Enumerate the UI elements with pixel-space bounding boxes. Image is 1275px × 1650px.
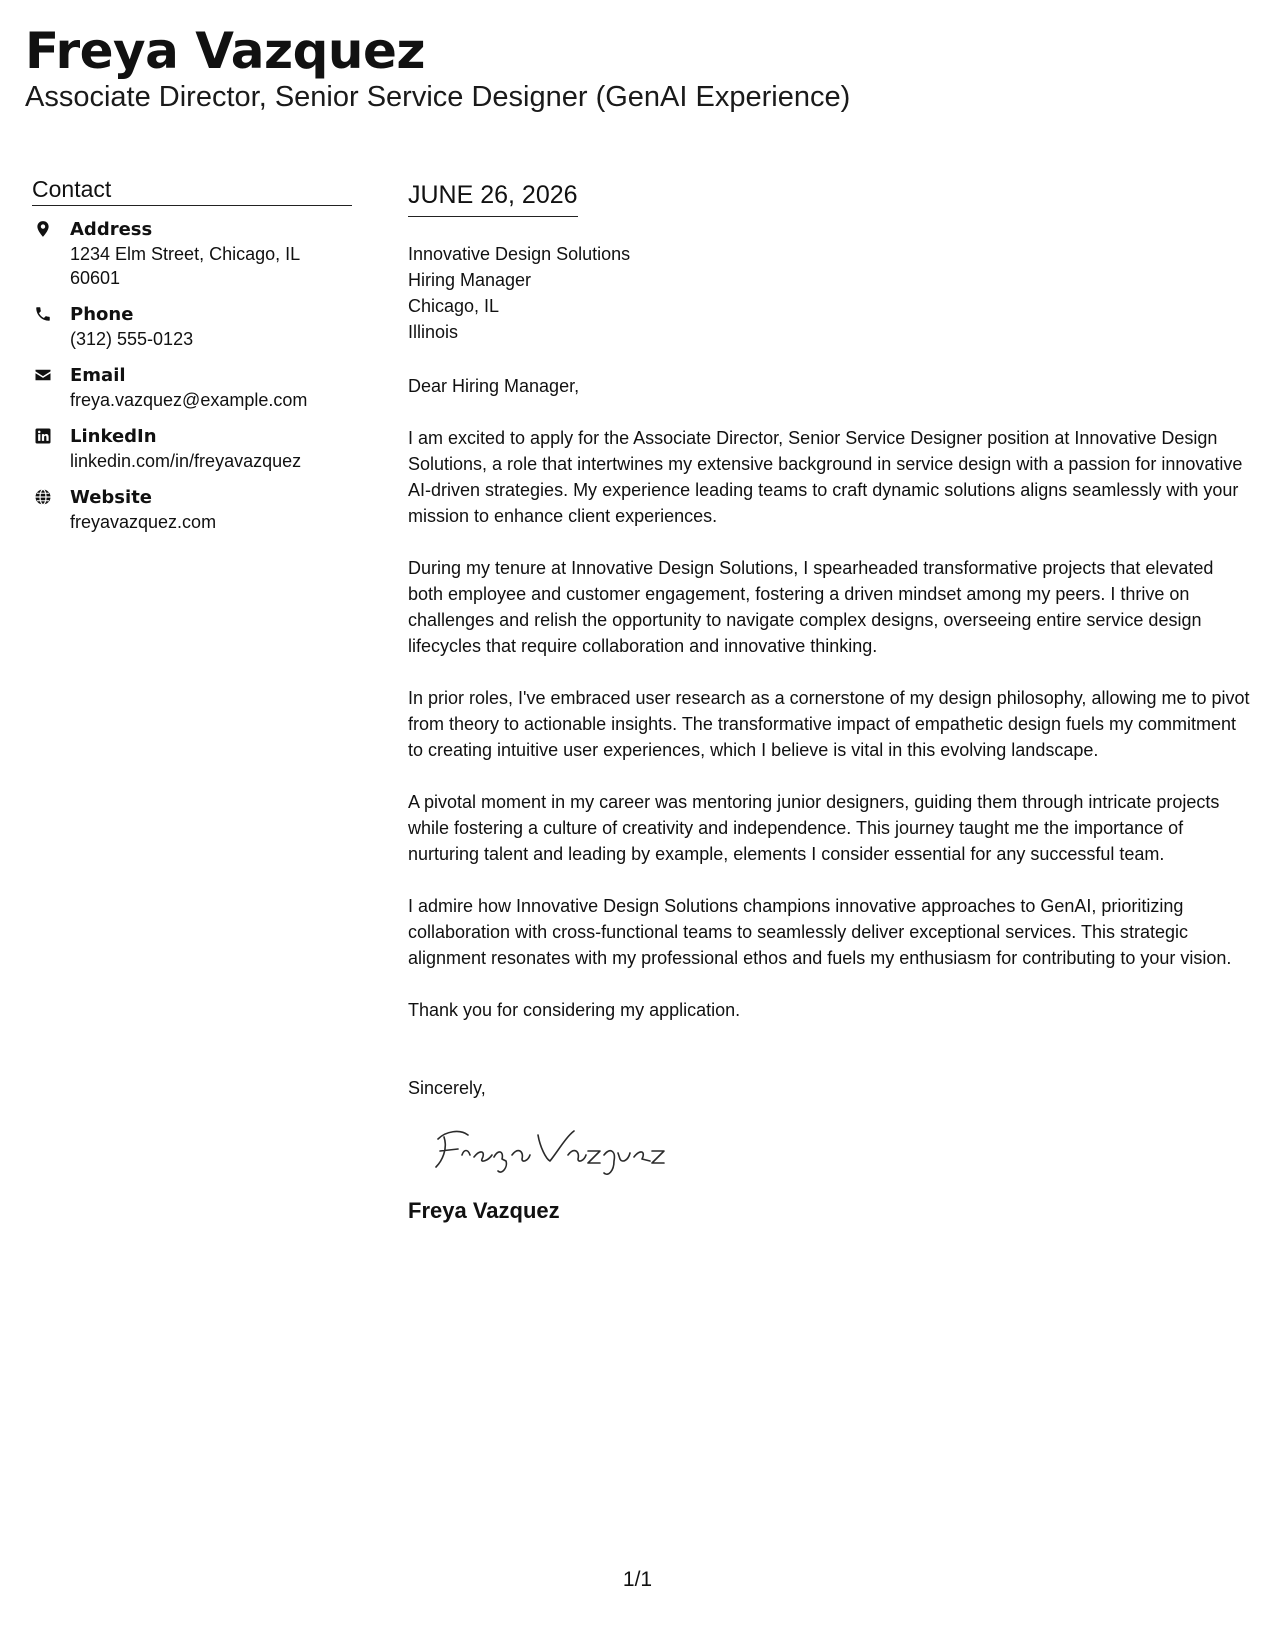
contact-label: LinkedIn bbox=[70, 426, 157, 447]
location-pin-icon bbox=[34, 220, 52, 238]
body-paragraph: Thank you for considering my application. bbox=[408, 1000, 741, 1020]
body-paragraph: A pivotal moment in my career was mentoring junior designers, guiding them through intricate projects while fostering a culture of creativity and independence. This journey taught me the importance of nurturing talent and leading by example, elements I consider essential for any successful team. bbox=[408, 792, 1220, 864]
signer-name: Freya Vazquez bbox=[408, 1198, 560, 1223]
contact-linkedin bbox=[32, 425, 352, 473]
letter-body bbox=[408, 180, 1253, 1225]
website-value: freyavazquez.com bbox=[70, 512, 217, 532]
body-paragraph: During my tenure at Innovative Design Solutions, I spearheaded transformative projects that elevated both employee and customer engagement, fostering a driven mindset among my peers. I thrive on challenges and relish the opportunity to navigate complex designs, overseeing entire service design lifecycles that require collaboration and innovative thinking. bbox=[408, 558, 1214, 656]
contact-email bbox=[32, 364, 352, 412]
body-paragraph: In prior roles, I've embraced user research as a cornerstone of my design philosophy, allowing me to pivot from theory to actionable insights. The transformative impact of empathetic design fuels my commitment to creating intuitive user experiences, which I believe is vital in this evolving landscape. bbox=[408, 688, 1250, 760]
recipient-company: Innovative Design Solutions bbox=[408, 244, 631, 264]
body-paragraph: I admire how Innovative Design Solutions champions innovative approaches to GenAI, prioritizing collaboration with cross-functional teams to seamlessly deliver exceptional services. This strategic alignment resonates with my professional ethos and fuels my enthusiasm for contributing to your vision. bbox=[408, 896, 1232, 968]
contact-label: Website bbox=[70, 487, 153, 508]
contact-heading: Contact bbox=[32, 175, 352, 206]
salutation: Dear Hiring Manager, bbox=[408, 376, 580, 396]
contact-label: Address bbox=[70, 219, 153, 240]
letter-date: JUNE 26, 2026 bbox=[408, 180, 578, 217]
globe-icon bbox=[34, 488, 52, 506]
phone-value: (312) 555-0123 bbox=[70, 329, 194, 349]
contact-website bbox=[32, 486, 352, 534]
recipient-role: Hiring Manager bbox=[408, 270, 532, 290]
envelope-icon bbox=[34, 366, 52, 384]
page-number: 1/1 bbox=[622, 1568, 653, 1591]
linkedin-value: linkedin.com/in/freyavazquez bbox=[70, 451, 302, 471]
recipient-city: Chicago, IL bbox=[408, 296, 500, 316]
body-paragraph: I am excited to apply for the Associate Director, Senior Service Designer position at Innovative Design Solutions, a role that intertwines my extensive background in service design with a passion for innovative AI-driven strategies. My experience leading teams to craft dynamic solutions aligns seamlessly with your mission to enhance client experiences. bbox=[408, 428, 1243, 526]
address-value: 1234 Elm Street, Chicago, IL 60601 bbox=[70, 244, 300, 288]
email-value: freya.vazquez@example.com bbox=[70, 390, 308, 410]
signature-image bbox=[428, 1121, 668, 1181]
job-title: Associate Director, Senior Service Designer (GenAI Experience) bbox=[25, 81, 851, 113]
recipient-state: Illinois bbox=[408, 322, 459, 342]
closing: Sincerely, bbox=[408, 1078, 486, 1098]
applicant-name: Freya Vazquez bbox=[25, 22, 425, 80]
contact-sidebar bbox=[32, 175, 352, 547]
contact-phone bbox=[32, 303, 352, 351]
linkedin-icon bbox=[34, 427, 52, 445]
contact-label: Email bbox=[70, 365, 126, 386]
handwritten-signature bbox=[428, 1121, 1253, 1181]
recipient-block bbox=[408, 241, 1253, 345]
page-header bbox=[25, 22, 1245, 114]
phone-icon bbox=[34, 305, 52, 323]
contact-address bbox=[32, 218, 352, 290]
contact-label: Phone bbox=[70, 304, 134, 325]
